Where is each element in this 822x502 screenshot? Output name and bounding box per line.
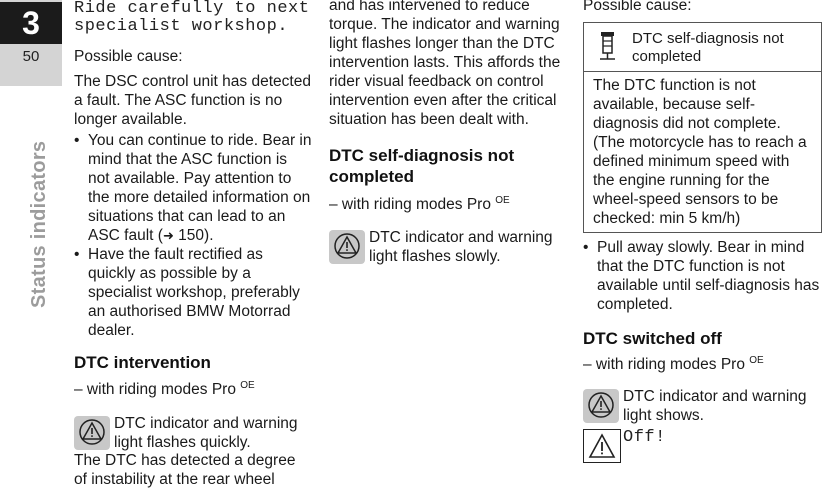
page-ref-arrow-icon: ➜ (162, 228, 174, 243)
wheel-speed-sensor-icon (598, 31, 618, 61)
advice-list (583, 238, 822, 314)
table-body-text: The DTC function is not available, because self-diagnosis did not complete. (The motorcycle has to reach a defined minimum speed with the engine running for the wheel-speed sensors to be checked: min 5 km/h) (593, 77, 807, 227)
riding-mode-text: – with riding modes Pro (329, 196, 491, 213)
list-item: • You can continue to ride. Bear in mind that the ASC function is not available. Pay attention to the more detailed information on situations that can lead to an ASC fault (➜ 150). (74, 131, 312, 245)
dtc-warning-icon (74, 416, 110, 450)
column-1 (74, 0, 312, 489)
chapter-number: 3 (0, 2, 62, 44)
heading-dtc-intervention: DTC intervention (74, 353, 211, 372)
indicator-text: DTC indicator and warning light shows. (623, 388, 807, 424)
riding-mode-text: – with riding modes Pro (74, 381, 236, 398)
dtc-warning-icon (329, 230, 365, 264)
oe-superscript: OE (749, 355, 764, 366)
display-message: Ride carefully to next specialist workshop. (74, 0, 310, 36)
column-3-lower (583, 238, 822, 467)
dtc-warning-icon (583, 389, 619, 423)
indicator-row (329, 228, 569, 268)
display-row (583, 429, 822, 467)
column-2 (329, 0, 569, 268)
list-item-text: You can continue to ride. Bear in mind that the ASC function is not available. Pay attention to the more detailed information on situations that can lead to an ASC fault (88, 132, 312, 244)
list-item (583, 238, 822, 314)
oe-superscript: OE (240, 380, 255, 391)
page-reference: 150). (178, 227, 214, 244)
advice-list (74, 131, 312, 340)
list-item-text: Have the fault rectified as quickly as possible by a specialist workshop, preferably an authorised BMW Motorrad dealer. (88, 246, 300, 339)
diagnosis-table (583, 22, 822, 233)
list-item (74, 245, 312, 340)
riding-mode-note (329, 191, 569, 214)
list-item-text: Pull away slowly. Bear in mind that the DTC function is not available until self-diagnosis has completed. (597, 239, 820, 313)
indicator-row (583, 387, 822, 427)
page-number: 50 (22, 48, 40, 65)
chapter-sidebar (0, 0, 62, 502)
heading-dtc-switched-off: DTC switched off (583, 329, 722, 348)
display-message: Off! (623, 428, 666, 447)
indicator-text: DTC indicator and warning light flashes quickly. (114, 415, 298, 451)
possible-cause-label: Possible cause: (74, 48, 183, 65)
indicator-text: DTC indicator and warning light flashes slowly. (369, 229, 553, 265)
riding-mode-text: – with riding modes Pro (583, 356, 745, 373)
table-header-text: DTC self-diagnosis not completed (632, 30, 784, 65)
riding-mode-note (583, 351, 822, 374)
table-header (584, 23, 821, 72)
body-text: and has intervened to reduce torque. The indicator and warning light flashes longer than the DTC intervention lasts. This affords the rider visual feedback on control intervention even after the critical situation has been dealt with. (329, 0, 561, 128)
riding-mode-note (74, 376, 312, 399)
heading-dtc-self-diagnosis: DTC self-diagnosis not completed (329, 146, 515, 186)
section-title: Status indicators (28, 140, 50, 308)
indicator-row (74, 414, 312, 454)
body-text: The DTC has detected a degree of instability at the rear wheel (74, 452, 296, 488)
possible-cause-label: Possible cause: (583, 0, 692, 14)
cause-text: The DSC control unit has detected a fault. The ASC function is no longer available. (74, 73, 311, 128)
general-warning-icon (583, 429, 621, 463)
oe-superscript: OE (495, 195, 510, 206)
